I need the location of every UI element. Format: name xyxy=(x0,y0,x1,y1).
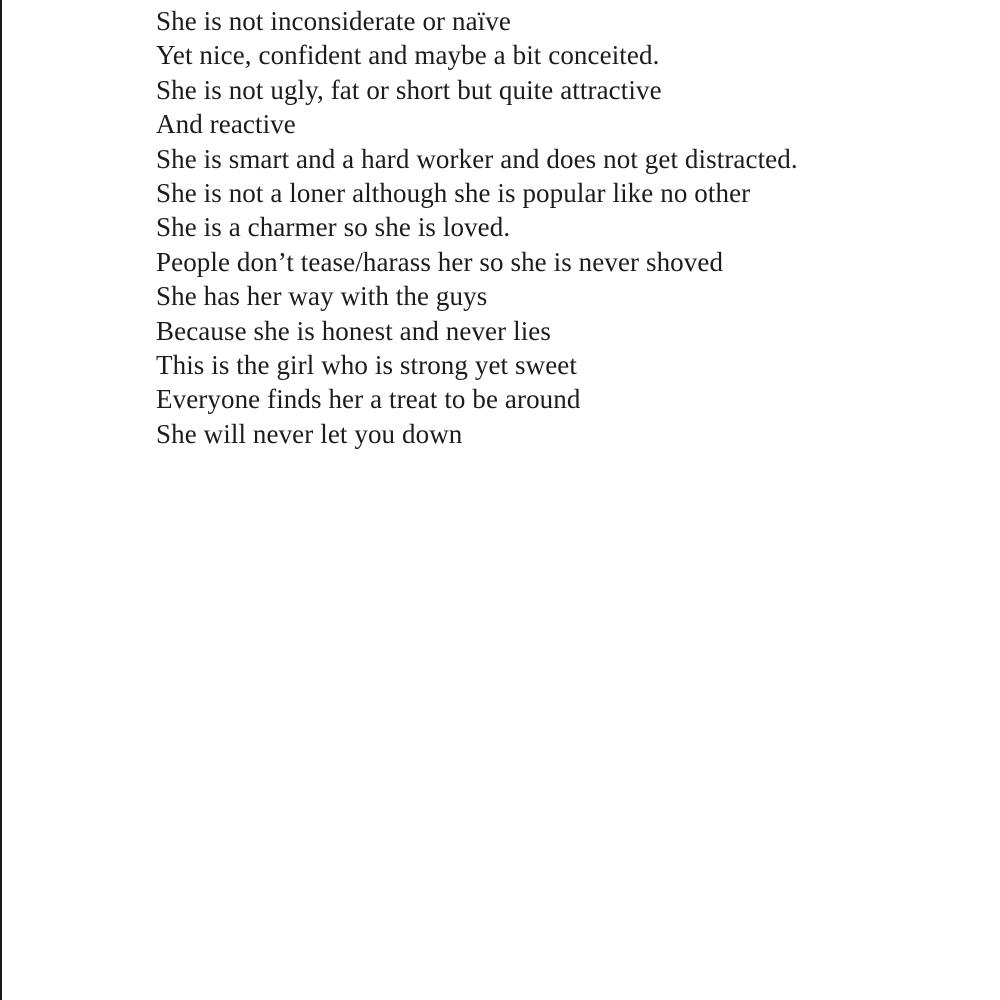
poem-line-4: And reactive xyxy=(156,109,296,140)
left-border-line xyxy=(0,0,2,1000)
poem-line-13: She will never let you down xyxy=(156,418,463,449)
poem-line-12: Everyone finds her a treat to be around xyxy=(156,384,581,415)
poem-line-3: She is not ugly, fat or short but quite attractive xyxy=(156,74,662,105)
poem-line-6: She is not a loner although she is popular like no other xyxy=(156,178,751,209)
poem-line-7: She is a charmer so she is loved. xyxy=(156,212,511,243)
poem-line-5: She is smart and a hard worker and does not get distracted. xyxy=(156,143,798,174)
poem-text xyxy=(156,4,798,451)
poem-line-11: This is the girl who is strong yet sweet xyxy=(156,350,577,381)
poem-line-10: Because she is honest and never lies xyxy=(156,315,551,346)
poem-line-8: People don’t tease/harass her so she is never shoved xyxy=(156,246,724,277)
poem-line-9: She has her way with the guys xyxy=(156,281,488,312)
poem-line-2: Yet nice, confident and maybe a bit conceited. xyxy=(156,40,660,71)
poem-line-1: She is not inconsiderate or naïve xyxy=(156,6,511,36)
